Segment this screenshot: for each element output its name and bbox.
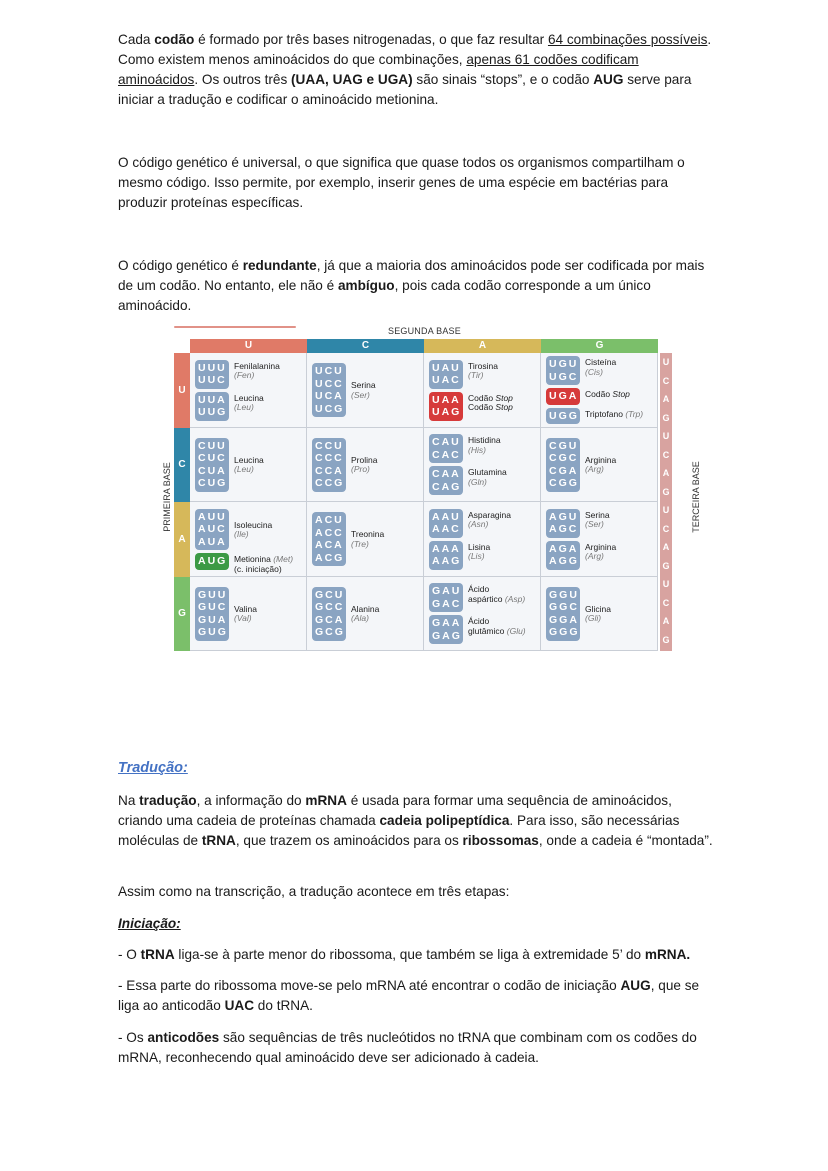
text: . Como existem menos aminoácidos do que combinações, xyxy=(118,32,712,67)
codon-cell xyxy=(190,353,307,428)
third-base-letter: U xyxy=(662,579,670,589)
codon-box: CGU CGC CGA CGG xyxy=(546,438,580,492)
text: O código genético é xyxy=(118,258,243,273)
amino-acid-label: Arginina (Arg) xyxy=(585,541,617,562)
bold-text: ambíguo xyxy=(337,278,395,293)
third-base-letter: A xyxy=(662,616,670,626)
amino-acid-label: Glicina (Gli) xyxy=(585,603,611,624)
third-base-letter: C xyxy=(662,449,670,460)
section-heading-translation: Tradução: xyxy=(118,760,188,776)
amino-acid-label: Fenilalanina (Fen) xyxy=(234,360,280,381)
amino-acid-label: Treonina (Tre) xyxy=(351,529,385,549)
amino-acid-label: Codão Stop xyxy=(585,389,630,400)
amino-acid-label: Leucina (Leu) xyxy=(234,392,264,413)
third-base-letter: G xyxy=(662,486,670,497)
bold-text: redundante xyxy=(242,258,317,273)
codon-cell xyxy=(424,428,541,503)
codon-cell xyxy=(307,428,424,503)
text: , que trazem os aminoácidos para os xyxy=(235,833,463,848)
amino-acid-label: Histidina (His) xyxy=(468,435,501,455)
codon-box: CUU CUC CUA CUG xyxy=(195,438,229,492)
codon-box: UGG xyxy=(546,408,580,425)
codon-cell xyxy=(307,577,424,652)
codon-cell xyxy=(190,577,307,652)
codon-box: AAA AAG xyxy=(429,541,463,570)
text: é formado por três bases nitrogenadas, o que faz resultar xyxy=(194,32,548,47)
bold-text: (UAA, UAG e UGA) xyxy=(291,72,413,87)
codon-cell xyxy=(541,577,658,652)
bold-text: ribossomas xyxy=(462,833,539,848)
third-base-letter: A xyxy=(662,468,670,478)
codon-cell xyxy=(307,353,424,428)
codon-box: AGA AGG xyxy=(546,541,580,570)
bold-text: tRNA xyxy=(140,947,175,962)
amino-acid-label: Lisina (Lis) xyxy=(468,541,491,562)
decorative-line xyxy=(174,326,296,328)
amino-acid-label: Codão Stop Codão Stop xyxy=(468,392,513,413)
text: são sinais “stops”, e o codão xyxy=(412,72,594,87)
text: são sequências de três nucleótidos no tRNA que combinam com os codões do mRNA, reconhecendo qual aminoácido deve ser adicionado à cadeia. xyxy=(118,1030,697,1065)
codon-cell xyxy=(307,502,424,577)
third-base-letter: C xyxy=(662,375,670,386)
amino-acid-label: Serina (Ser) xyxy=(351,380,376,400)
codon-box: ACU ACC ACA ACG xyxy=(312,512,346,566)
codon-box: AGU AGC xyxy=(546,509,580,538)
codon-cell xyxy=(424,353,541,428)
codon-cell xyxy=(424,577,541,652)
bold-text: anticodões xyxy=(147,1030,220,1045)
column-header-u: U xyxy=(190,339,307,353)
codon-box: CAA CAG xyxy=(429,466,463,495)
paragraph-redundant-code xyxy=(118,256,718,316)
text: , onde a cadeia é “montada”. xyxy=(538,833,713,848)
third-base-letter: G xyxy=(662,560,670,571)
bold-text: mRNA xyxy=(305,793,347,808)
genetic-code-table xyxy=(160,322,700,652)
text: - O xyxy=(118,947,141,962)
start-codon-box: AUG xyxy=(195,553,229,570)
codon-box: UAU UAC xyxy=(429,360,463,389)
codon-cell xyxy=(541,353,658,428)
paragraph-universal-code: O código genético é universal, o que significa que quase todos os organismos compartilham o mesmo código. Isso permite, por exemplo, inserir genes de uma espécie em bactérias para produzir proteínas específicas. xyxy=(118,155,685,210)
text: é usada para formar uma sequência de aminoácidos, criando uma cadeia de proteínas chamada xyxy=(118,793,672,828)
bold-text: tRNA xyxy=(201,833,236,848)
codon-box: GAU GAC xyxy=(429,583,463,612)
bold-text: codão xyxy=(154,32,195,47)
text: liga-se à parte menor do ribossoma, que também se liga à extremidade 5’ do xyxy=(174,947,645,962)
bold-text: mRNA. xyxy=(644,947,691,962)
bullet-item xyxy=(118,945,718,965)
row-header-a: A xyxy=(174,502,190,577)
stop-codon-box: UAA UAG xyxy=(429,392,463,421)
amino-acid-label: Glutamina (Gln) xyxy=(468,467,507,487)
bold-text: tradução xyxy=(139,793,197,808)
bold-text: UAC xyxy=(224,998,255,1013)
codon-cell xyxy=(190,428,307,503)
column-header-a: A xyxy=(424,339,541,353)
text: , já que a maioria dos aminoácidos pode ser codificada por mais de um codão. No entanto, ele não é xyxy=(118,258,705,293)
amino-acid-label: Arginina (Arg) xyxy=(585,454,617,475)
underlined-text: 64 combinações possíveis xyxy=(547,32,708,47)
codon-box: UGU UGC xyxy=(546,356,580,385)
second-base-label: SEGUNDA BASE xyxy=(388,326,461,336)
bold-text: cadeia polipeptídica xyxy=(379,813,510,828)
row-header-g: G xyxy=(174,577,190,652)
paragraph-codon-combinations xyxy=(118,30,718,110)
text: - Essa parte do ribossoma move-se pelo mRNA até encontrar o codão de iniciação xyxy=(118,978,621,993)
codon-box: GCU GCC GCA GCG xyxy=(312,587,346,641)
column-header-c: C xyxy=(307,339,424,353)
codon-box: AUU AUC AUA xyxy=(195,509,229,551)
text: , que se liga ao anticodão xyxy=(118,978,700,1013)
amino-acid-label: Cisteína (Cis) xyxy=(585,357,617,377)
text: serve para iniciar a tradução e codificar o aminoácido metionina. xyxy=(118,72,692,107)
amino-acid-label: Metionina (Met) (c. iniciação) xyxy=(234,554,294,574)
amino-acid-label: Isoleucina (Ile) xyxy=(234,519,273,539)
codon-box: AAU AAC xyxy=(429,509,463,538)
third-base-letter: U xyxy=(662,431,670,441)
amino-acid-label: Ácido aspártico (Asp) xyxy=(468,584,526,604)
amino-acid-label: Valina (Val) xyxy=(234,603,257,624)
third-base-letter: U xyxy=(662,357,670,367)
codon-box: CCU CCC CCA CCG xyxy=(312,438,346,492)
third-base-letter: U xyxy=(662,505,670,515)
third-base-letter: C xyxy=(662,523,670,534)
underlined-text: apenas 61 codões codificam aminoácidos xyxy=(118,52,639,87)
codon-cell xyxy=(190,502,307,577)
column-header-g: G xyxy=(541,339,658,353)
codon-box: GAA GAG xyxy=(429,615,463,644)
third-base-letter: A xyxy=(662,394,670,404)
third-base-letter: C xyxy=(662,597,670,608)
third-base-letter: G xyxy=(662,634,670,645)
codon-cell xyxy=(541,502,658,577)
bullet-item xyxy=(118,976,718,1016)
text: - Os xyxy=(118,1030,148,1045)
amino-acid-label: Ácido glutâmico (Glu) xyxy=(468,616,526,636)
amino-acid-label: Leucina (Leu) xyxy=(234,454,264,475)
third-base-label: TERCEIRA BASE xyxy=(690,461,701,533)
row-header-u: U xyxy=(174,353,190,428)
codon-box: UUU UUC xyxy=(195,360,229,389)
stop-codon-box: UGA xyxy=(546,388,580,405)
codon-box: UCU UCC UCA UCG xyxy=(312,363,346,417)
codon-box: GGU GGC GGA GGG xyxy=(546,587,580,641)
text: Na xyxy=(118,793,140,808)
bold-text: AUG xyxy=(593,72,624,87)
third-base-letter: A xyxy=(662,542,670,552)
text: Cada xyxy=(118,32,155,47)
third-base-letter: G xyxy=(662,412,670,423)
paragraph-translation-intro xyxy=(118,791,718,851)
row-header-c: C xyxy=(174,428,190,503)
codon-box: CAU CAC xyxy=(429,434,463,463)
bullet-item xyxy=(118,1028,718,1068)
text: , a informação do xyxy=(196,793,306,808)
amino-acid-label: Serina (Ser) xyxy=(585,509,610,530)
codon-cell xyxy=(541,428,658,503)
text: do tRNA. xyxy=(254,998,313,1013)
text: , pois cada codão corresponde a um único aminoácido. xyxy=(118,278,651,313)
bold-text: AUG xyxy=(620,978,651,993)
codon-box: UUA UUG xyxy=(195,392,229,421)
amino-acid-label: Alanina (Ala) xyxy=(351,603,380,624)
codon-box: GUU GUC GUA GUG xyxy=(195,587,229,641)
text: . Os outros três xyxy=(194,72,292,87)
amino-acid-label: Asparagina (Asn) xyxy=(468,509,512,530)
third-base-strip xyxy=(660,353,672,651)
codon-cell xyxy=(424,502,541,577)
text: . Para isso, são necessárias moléculas de xyxy=(118,813,680,848)
amino-acid-label: Prolina (Pro) xyxy=(351,454,378,475)
amino-acid-label: Triptofano (Trp) xyxy=(585,408,644,419)
first-base-label: PRIMEIRA BASE xyxy=(161,462,172,532)
amino-acid-label: Tirosina (Tir) xyxy=(468,360,498,381)
paragraph-three-stages: Assim como na transcrição, a tradução acontece em três etapas: xyxy=(118,884,510,899)
subheading-initiation: Iniciação: xyxy=(118,916,181,931)
